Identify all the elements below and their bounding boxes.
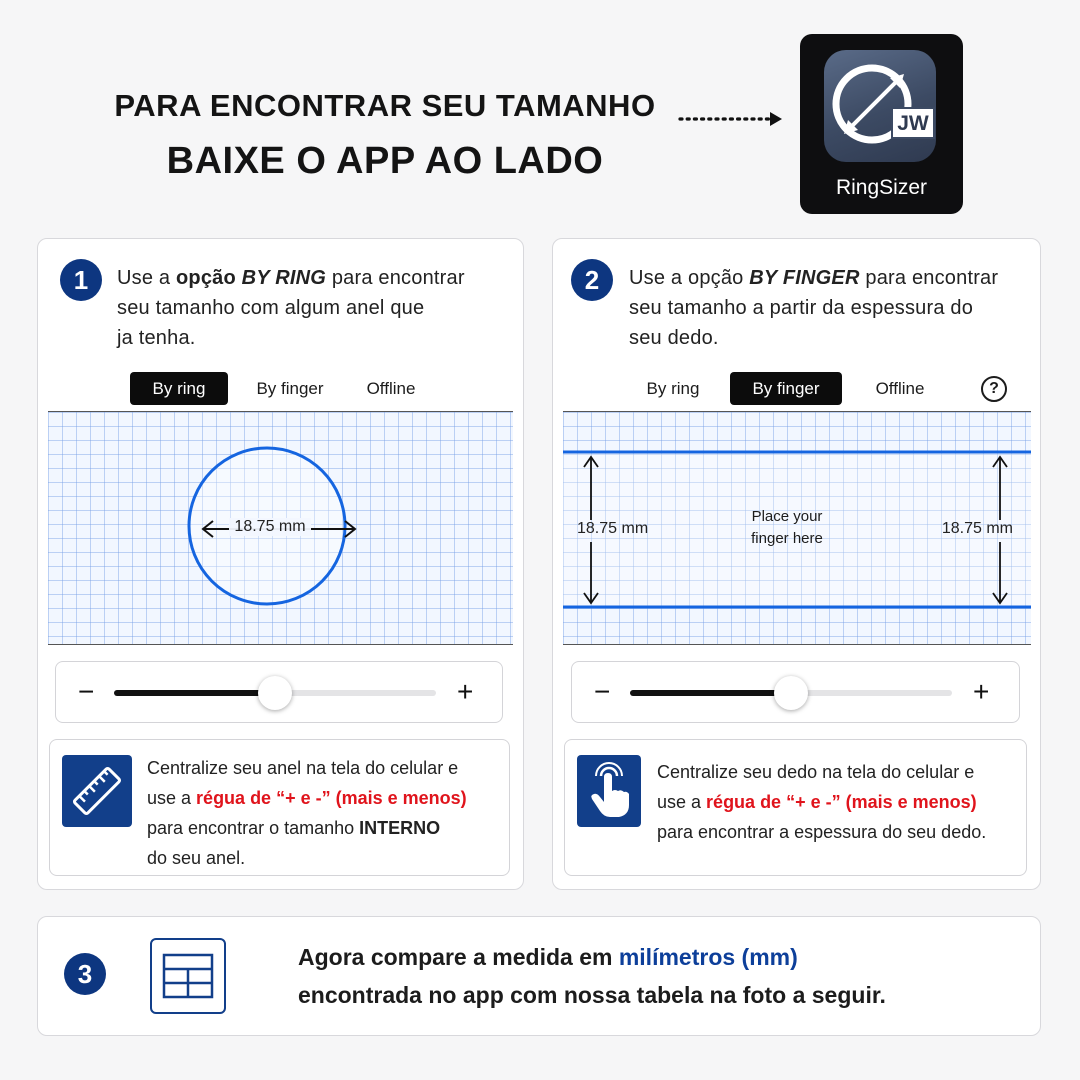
dotted-arrow-icon <box>678 108 788 130</box>
help-icon[interactable]: ? <box>981 376 1007 402</box>
ruler-icon <box>62 755 132 827</box>
step-3-badge: 3 <box>64 953 106 995</box>
tab-offline[interactable]: Offline <box>875 379 925 398</box>
tab-by-ring[interactable]: By ring <box>130 372 228 405</box>
size-slider <box>55 661 503 723</box>
size-slider <box>571 661 1020 723</box>
header-subtitle: BAIXE O APP AO LADO <box>166 140 604 182</box>
slider-thumb[interactable] <box>258 676 292 710</box>
header-title: PARA ENCONTRAR SEU TAMANHO <box>114 88 656 123</box>
step-1-text: Use a opção BY RING para encontrar seu tamanho com algum anel que ja tenha. <box>117 267 465 349</box>
slider-fill <box>114 690 275 696</box>
minus-button[interactable]: − <box>594 676 611 707</box>
step-2-text: Use a opção BY FINGER para encontrar seu tamanho a partir da espessura do seu dedo. <box>629 267 999 349</box>
finger-tap-icon <box>577 755 641 827</box>
step-3-card <box>37 916 1041 1036</box>
plus-button[interactable]: + <box>973 676 990 707</box>
app-icon[interactable] <box>800 34 963 214</box>
step-2-tip-text: Centralize seu dedo na tela do celular e use a régua de “+ e -” (mais e menos) para encontrar a espessura do seu dedo. <box>657 762 987 842</box>
step-1-tip <box>49 739 510 876</box>
finger-placeholder: Place your finger here <box>751 508 823 547</box>
minus-button[interactable]: − <box>78 676 95 707</box>
slider-thumb[interactable] <box>774 676 808 710</box>
step-1-card <box>37 238 524 890</box>
app-badge: JW <box>897 112 929 135</box>
ring-measure-icon <box>824 50 936 162</box>
plus-button[interactable]: + <box>457 676 474 707</box>
app-name: RingSizer <box>835 176 928 199</box>
table-icon <box>150 938 226 1014</box>
tab-by-ring[interactable]: By ring <box>646 379 700 398</box>
step-3-text: Agora compare a medida em milímetros (mm) encontrada no app com nossa tabela na foto a seguir. <box>298 944 886 1008</box>
measure-grid <box>48 411 513 645</box>
tab-offline[interactable]: Offline <box>366 379 416 398</box>
finger-measurement-right: 18.75 mm <box>941 520 1013 537</box>
slider-fill <box>630 690 791 696</box>
tab-by-finger[interactable]: By finger <box>730 372 842 405</box>
step-2-tip <box>564 739 1027 876</box>
finger-measurement-left: 18.75 mm <box>577 520 649 537</box>
step-1-tip-text: Centralize seu anel na tela do celular e use a régua de “+ e -” (mais e menos) para encontrar o tamanho INTERNO do seu anel. <box>147 758 467 868</box>
step-2-card <box>552 238 1041 890</box>
ring-measurement: 18.75 mm <box>229 518 311 536</box>
step-1-badge: 1 <box>60 259 102 301</box>
tab-by-finger[interactable]: By finger <box>256 379 324 398</box>
step-2-badge: 2 <box>571 259 613 301</box>
measure-grid <box>563 411 1031 645</box>
